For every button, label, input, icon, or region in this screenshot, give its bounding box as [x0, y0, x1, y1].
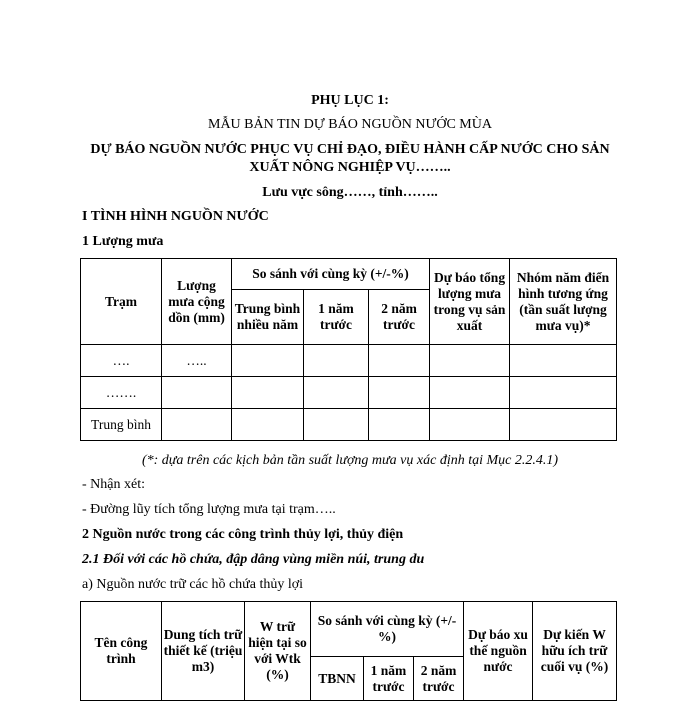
- header-expected-w: Dự kiến W hữu ích trữ cuối vụ (%): [533, 602, 617, 701]
- main-title-line1: DỰ BÁO NGUỒN NƯỚC PHỤC VỤ CHỈ ĐẠO, ĐIỀU HÀNH CẤP NƯỚC CHO SẢN: [90, 142, 610, 157]
- basin-line: Lưu vực sông……, tỉnh……..: [262, 185, 438, 200]
- table-row: [81, 345, 617, 377]
- header-two-years: 2 năm trước: [369, 290, 430, 345]
- header-one-year: 1 năm trước: [304, 290, 369, 345]
- header-compare: So sánh với cùng kỳ (+/-%): [232, 259, 430, 290]
- header-design-capacity: Dung tích trữ thiết kế (triệu m3): [162, 602, 245, 701]
- header-compare: So sánh với cùng kỳ (+/-%): [311, 602, 464, 657]
- table-row: [81, 377, 617, 409]
- header-forecast-total: Dự báo tổng lượng mưa trong vụ sản xuất: [430, 259, 510, 345]
- header-tbnn: TBNN: [311, 657, 364, 701]
- cell-station: …….: [81, 377, 162, 409]
- main-title-line2: XUẤT NÔNG NGHIỆP VỤ……..: [249, 160, 451, 175]
- subsection-reservoir-storage: a) Nguồn nước trữ các hồ chứa thủy lợi: [82, 577, 304, 592]
- cell-cumulative: …..: [162, 345, 232, 377]
- table-row: [81, 409, 617, 441]
- header-one-year: 1 năm trước: [364, 657, 414, 701]
- cell-station: ….: [81, 345, 162, 377]
- header-two-years: 2 năm trước: [414, 657, 464, 701]
- subsection-rainfall: 1 Lượng mưa: [82, 234, 164, 249]
- section-heading: I TÌNH HÌNH NGUỒN NƯỚC: [82, 209, 269, 224]
- header-name: Tên công trình: [81, 602, 162, 701]
- header-typical-years: Nhóm năm điển hình tương ứng (tần suất lượng mưa vụ)*: [510, 259, 617, 345]
- header-trend: Dự báo xu thế nguồn nước: [464, 602, 533, 701]
- cumulative-line: - Đường lũy tích tổng lượng mưa tại trạm…..: [82, 502, 336, 517]
- cell-cumulative: [162, 377, 232, 409]
- cell-station: Trung bình: [81, 409, 162, 441]
- reservoir-table: [80, 601, 617, 701]
- header-w-current: W trữ hiện tại so với Wtk (%): [245, 602, 311, 701]
- cell-cumulative: [162, 409, 232, 441]
- header-station: Trạm: [81, 259, 162, 345]
- subsection-reservoirs: 2.1 Đối với các hồ chứa, đập dâng vùng miền núi, trung du: [82, 552, 425, 567]
- appendix-label: PHỤ LỤC 1:: [311, 93, 389, 108]
- rainfall-table: [80, 258, 617, 441]
- subsection-water-sources: 2 Nguồn nước trong các công trình thủy lợi, thủy điện: [82, 527, 404, 542]
- remark-line: - Nhận xét:: [82, 477, 145, 492]
- template-title: MẪU BẢN TIN DỰ BÁO NGUỒN NƯỚC MÙA: [208, 117, 492, 132]
- header-avg-years: Trung bình nhiều năm: [232, 290, 304, 345]
- rain-footnote: (*: dựa trên các kịch bản tần suất lượng mưa vụ xác định tại Mục 2.2.4.1): [141, 453, 559, 468]
- header-cumulative-rain: Lượng mưa cộng dồn (mm): [162, 259, 232, 345]
